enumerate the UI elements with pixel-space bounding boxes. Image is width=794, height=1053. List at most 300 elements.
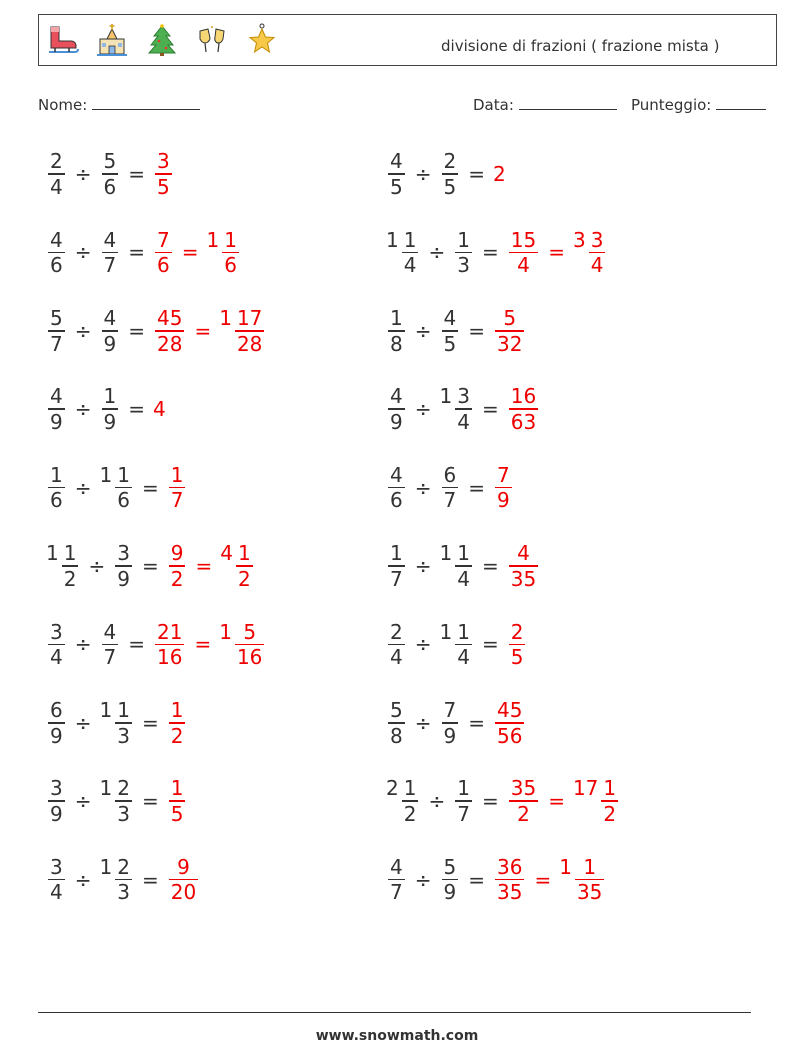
score-field bbox=[631, 95, 766, 114]
numerator: 3 bbox=[50, 776, 63, 801]
score-line bbox=[716, 95, 766, 110]
denominator: 20 bbox=[170, 880, 197, 905]
answer bbox=[207, 228, 241, 278]
date-label: Data: bbox=[473, 96, 514, 114]
answer bbox=[153, 149, 174, 199]
fraction bbox=[48, 620, 65, 670]
whole-part: 1 bbox=[206, 227, 220, 252]
denominator: 6 bbox=[157, 253, 170, 278]
answer-equals-sign: = bbox=[534, 867, 552, 892]
name-field bbox=[38, 95, 200, 114]
denominator: 5 bbox=[390, 174, 403, 199]
divide-sign: ÷ bbox=[428, 789, 446, 814]
denominator: 6 bbox=[224, 253, 237, 278]
answer bbox=[493, 306, 526, 356]
answer bbox=[507, 228, 540, 278]
divide-sign: ÷ bbox=[414, 162, 432, 186]
answer bbox=[220, 541, 254, 591]
denominator: 6 bbox=[50, 253, 63, 278]
denominator: 35 bbox=[497, 880, 523, 905]
whole-part: 1 bbox=[386, 227, 399, 252]
footer-url: www.snowmath.com bbox=[315, 1028, 479, 1044]
champagne-glasses-icon bbox=[195, 23, 229, 57]
equals-sign: = bbox=[481, 240, 499, 265]
equals-sign: = bbox=[481, 554, 499, 578]
ice-skate-icon bbox=[45, 23, 79, 57]
date-field bbox=[473, 95, 617, 114]
divide-sign: ÷ bbox=[74, 867, 92, 892]
fraction bbox=[495, 698, 524, 748]
fraction bbox=[102, 306, 119, 356]
equals-sign: = bbox=[128, 318, 145, 343]
denominator: 6 bbox=[117, 488, 130, 513]
numerator: 4 bbox=[103, 306, 117, 331]
numerator: 1 bbox=[50, 462, 63, 487]
divide-sign: ÷ bbox=[74, 632, 92, 657]
whole-part: 1 bbox=[219, 306, 232, 331]
fraction bbox=[388, 855, 405, 905]
numerator: 4 bbox=[103, 227, 117, 252]
mixed-number bbox=[46, 228, 67, 278]
denominator: 5 bbox=[443, 331, 457, 356]
equals-sign: = bbox=[468, 318, 485, 343]
numerator: 4 bbox=[103, 619, 117, 644]
fraction bbox=[115, 698, 132, 748]
denominator: 4 bbox=[403, 253, 417, 278]
denominator: 7 bbox=[50, 331, 63, 356]
mixed-number bbox=[386, 463, 407, 513]
problem-item bbox=[46, 771, 187, 831]
denominator: 4 bbox=[390, 645, 403, 670]
numerator: 1 bbox=[457, 776, 470, 801]
worksheet-title: divisione di frazioni ( frazione mista ) bbox=[441, 37, 720, 55]
numerator: 1 bbox=[457, 227, 470, 252]
answer-equals-sign: = bbox=[194, 318, 212, 343]
fraction bbox=[102, 149, 119, 199]
denominator: 2 bbox=[237, 566, 251, 591]
fraction bbox=[495, 306, 524, 356]
fraction bbox=[169, 855, 198, 905]
mixed-number bbox=[440, 855, 461, 905]
denominator: 2 bbox=[63, 566, 77, 591]
mixed-number bbox=[100, 228, 121, 278]
numerator: 1 bbox=[103, 384, 117, 409]
denominator: 9 bbox=[103, 331, 117, 356]
numerator: 4 bbox=[390, 384, 403, 409]
denominator: 6 bbox=[50, 488, 63, 513]
numerator: 3 bbox=[50, 854, 63, 879]
equals-sign: = bbox=[468, 710, 485, 735]
fraction bbox=[222, 228, 239, 278]
answer bbox=[573, 776, 620, 826]
fraction bbox=[388, 698, 405, 748]
fraction bbox=[102, 384, 119, 434]
fraction bbox=[388, 384, 405, 434]
denominator: 5 bbox=[157, 174, 170, 199]
fraction bbox=[155, 306, 184, 356]
denominator: 7 bbox=[390, 566, 403, 591]
numerator: 7 bbox=[157, 227, 170, 252]
numerator: 4 bbox=[390, 462, 403, 487]
mixed-number bbox=[46, 698, 67, 748]
footer-divider bbox=[38, 1012, 751, 1013]
mixed-number bbox=[440, 620, 474, 670]
mixed-number bbox=[386, 698, 407, 748]
fraction bbox=[495, 463, 512, 513]
mixed-number bbox=[386, 541, 407, 591]
divide-sign: ÷ bbox=[414, 710, 432, 735]
numerator: 1 bbox=[170, 462, 184, 487]
name-line bbox=[92, 95, 200, 110]
mixed-number bbox=[440, 384, 474, 434]
answer bbox=[167, 698, 188, 748]
denominator: 9 bbox=[50, 409, 63, 434]
numerator: 2 bbox=[117, 854, 130, 879]
denominator: 56 bbox=[497, 723, 523, 748]
numerator: 2 bbox=[443, 149, 457, 174]
numerator: 1 bbox=[390, 306, 403, 331]
mixed-number bbox=[46, 149, 67, 199]
denominator: 28 bbox=[236, 331, 263, 356]
whole-part: 1 bbox=[99, 776, 113, 801]
mixed-number bbox=[100, 620, 121, 670]
fraction bbox=[455, 541, 472, 591]
denominator: 9 bbox=[390, 409, 403, 434]
denominator: 9 bbox=[443, 723, 457, 748]
fraction bbox=[388, 620, 405, 670]
whole-part: 4 bbox=[153, 397, 166, 422]
whole-part: 1 bbox=[439, 541, 453, 566]
denominator: 7 bbox=[443, 488, 457, 513]
denominator: 2 bbox=[603, 801, 617, 826]
divide-sign: ÷ bbox=[414, 397, 432, 422]
mixed-number bbox=[386, 228, 420, 278]
equals-sign: = bbox=[128, 397, 145, 422]
problem-item bbox=[386, 614, 527, 674]
problem-item bbox=[46, 458, 187, 518]
mixed-number bbox=[46, 384, 67, 434]
mixed-number bbox=[440, 306, 461, 356]
mixed-number bbox=[386, 306, 407, 356]
denominator: 8 bbox=[390, 331, 403, 356]
divide-sign: ÷ bbox=[74, 397, 92, 422]
mixed-number bbox=[440, 463, 461, 513]
denominator: 4 bbox=[50, 174, 63, 199]
score-label: Punteggio: bbox=[631, 96, 712, 114]
fraction bbox=[48, 149, 65, 199]
answer bbox=[507, 384, 540, 434]
answer bbox=[153, 306, 186, 356]
problem-item bbox=[46, 614, 266, 674]
fraction bbox=[388, 463, 405, 513]
divide-sign: ÷ bbox=[74, 710, 92, 735]
fraction bbox=[442, 855, 459, 905]
name-label: Nome: bbox=[38, 96, 88, 114]
numerator: 2 bbox=[390, 619, 403, 644]
fraction bbox=[442, 149, 459, 199]
whole-part: 1 bbox=[219, 619, 232, 644]
denominator: 3 bbox=[457, 253, 470, 278]
numerator: 35 bbox=[510, 776, 537, 801]
mixed-number bbox=[386, 776, 420, 826]
denominator: 4 bbox=[457, 409, 470, 434]
fraction bbox=[48, 228, 65, 278]
denominator: 4 bbox=[590, 253, 604, 278]
fraction bbox=[155, 228, 172, 278]
fraction bbox=[102, 228, 119, 278]
numerator: 4 bbox=[50, 384, 63, 409]
whole-part: 1 bbox=[439, 384, 453, 409]
mixed-number bbox=[100, 776, 134, 826]
whole-part: 2 bbox=[493, 162, 506, 186]
mixed-number bbox=[100, 306, 121, 356]
problem-item bbox=[46, 144, 174, 204]
denominator: 16 bbox=[157, 645, 183, 670]
mixed-number bbox=[46, 776, 67, 826]
fraction bbox=[48, 698, 65, 748]
answer-equals-sign: = bbox=[181, 240, 199, 265]
denominator: 4 bbox=[517, 253, 530, 278]
problem-item bbox=[386, 301, 526, 361]
whole-part: 2 bbox=[386, 776, 399, 801]
denominator: 32 bbox=[497, 331, 523, 356]
numerator: 17 bbox=[236, 306, 263, 331]
numerator: 3 bbox=[457, 384, 470, 409]
numerator: 4 bbox=[390, 149, 403, 174]
answer bbox=[493, 855, 526, 905]
mixed-number bbox=[440, 149, 461, 199]
mixed-number bbox=[386, 620, 407, 670]
fraction bbox=[442, 698, 459, 748]
problem-item bbox=[386, 693, 526, 753]
whole-part: 1 bbox=[99, 462, 113, 487]
equals-sign: = bbox=[128, 162, 145, 186]
numerator: 3 bbox=[157, 149, 170, 174]
mixed-number bbox=[46, 541, 80, 591]
answer bbox=[167, 776, 188, 826]
fraction bbox=[48, 463, 65, 513]
fraction bbox=[495, 855, 524, 905]
numerator: 6 bbox=[50, 698, 63, 723]
fraction bbox=[455, 228, 472, 278]
numerator: 1 bbox=[237, 541, 251, 566]
divide-sign: ÷ bbox=[414, 318, 432, 343]
answer bbox=[167, 855, 200, 905]
mixed-number bbox=[100, 698, 134, 748]
numerator: 3 bbox=[117, 541, 130, 566]
numerator: 5 bbox=[50, 306, 63, 331]
denominator: 4 bbox=[457, 645, 470, 670]
problem-item bbox=[386, 379, 540, 439]
denominator: 4 bbox=[50, 645, 63, 670]
numerator: 5 bbox=[243, 619, 257, 644]
fraction bbox=[601, 776, 618, 826]
equals-sign: = bbox=[128, 632, 145, 657]
numerator: 3 bbox=[50, 619, 63, 644]
divide-sign: ÷ bbox=[428, 240, 446, 265]
numerator: 1 bbox=[403, 227, 417, 252]
fraction bbox=[235, 306, 264, 356]
fraction bbox=[115, 463, 132, 513]
fraction bbox=[388, 306, 405, 356]
whole-part: 1 bbox=[99, 698, 113, 723]
numerator: 1 bbox=[390, 541, 403, 566]
problem-item bbox=[46, 301, 266, 361]
mixed-number bbox=[100, 855, 134, 905]
numerator: 4 bbox=[517, 541, 530, 566]
denominator: 7 bbox=[390, 880, 403, 905]
fraction bbox=[155, 620, 184, 670]
denominator: 7 bbox=[170, 488, 184, 513]
whole-part: 1 bbox=[559, 854, 572, 879]
equals-sign: = bbox=[141, 710, 159, 735]
fraction bbox=[48, 306, 65, 356]
numerator: 7 bbox=[497, 462, 510, 487]
denominator: 4 bbox=[50, 880, 63, 905]
mixed-number bbox=[100, 463, 134, 513]
christmas-tree-icon bbox=[145, 23, 179, 57]
fraction bbox=[575, 855, 604, 905]
numerator: 21 bbox=[157, 619, 183, 644]
answer-equals-sign: = bbox=[194, 632, 212, 657]
numerator: 45 bbox=[497, 698, 523, 723]
fraction bbox=[169, 776, 186, 826]
equals-sign: = bbox=[468, 867, 485, 892]
mixed-number bbox=[440, 541, 474, 591]
denominator: 9 bbox=[50, 801, 63, 826]
divide-sign: ÷ bbox=[74, 162, 92, 186]
answer-equals-sign: = bbox=[195, 554, 213, 578]
date-line bbox=[519, 95, 617, 110]
equals-sign: = bbox=[128, 240, 145, 265]
denominator: 16 bbox=[236, 645, 263, 670]
numerator: 2 bbox=[117, 776, 130, 801]
answer bbox=[153, 397, 167, 421]
mixed-number bbox=[386, 149, 407, 199]
fraction bbox=[388, 541, 405, 591]
denominator: 9 bbox=[50, 723, 63, 748]
denominator: 3 bbox=[117, 801, 130, 826]
numerator: 1 bbox=[170, 698, 184, 723]
denominator: 2 bbox=[170, 723, 184, 748]
numerator: 1 bbox=[117, 698, 130, 723]
whole-part: 1 bbox=[46, 541, 59, 566]
denominator: 63 bbox=[510, 409, 537, 434]
answer-equals-sign: = bbox=[548, 789, 565, 814]
answer bbox=[493, 162, 507, 186]
divide-sign: ÷ bbox=[74, 240, 92, 265]
fraction bbox=[509, 620, 526, 670]
denominator: 5 bbox=[443, 174, 457, 199]
equals-sign: = bbox=[141, 475, 159, 500]
problem-item bbox=[46, 222, 241, 282]
fraction bbox=[442, 463, 459, 513]
fraction bbox=[115, 776, 132, 826]
fraction bbox=[169, 698, 186, 748]
mixed-number bbox=[386, 384, 407, 434]
header-icons bbox=[45, 23, 279, 57]
divide-sign: ÷ bbox=[74, 789, 92, 814]
mixed-number bbox=[100, 149, 121, 199]
denominator: 28 bbox=[157, 331, 183, 356]
denominator: 5 bbox=[510, 645, 524, 670]
equals-sign: = bbox=[481, 789, 499, 814]
denominator: 2 bbox=[170, 566, 184, 591]
numerator: 5 bbox=[103, 149, 117, 174]
mixed-number bbox=[440, 698, 461, 748]
mixed-number bbox=[113, 541, 134, 591]
numerator: 5 bbox=[390, 698, 403, 723]
denominator: 7 bbox=[103, 253, 117, 278]
denominator: 7 bbox=[457, 801, 470, 826]
divide-sign: ÷ bbox=[414, 867, 432, 892]
denominator: 5 bbox=[170, 801, 184, 826]
church-icon bbox=[95, 23, 129, 57]
denominator: 6 bbox=[390, 488, 403, 513]
whole-part: 4 bbox=[220, 541, 233, 566]
denominator: 7 bbox=[103, 645, 117, 670]
mixed-number bbox=[100, 384, 121, 434]
answer bbox=[167, 541, 188, 591]
numerator: 9 bbox=[170, 541, 184, 566]
problem-item bbox=[386, 144, 507, 204]
denominator: 2 bbox=[403, 801, 417, 826]
fraction bbox=[388, 149, 405, 199]
fraction bbox=[509, 776, 538, 826]
numerator: 4 bbox=[390, 854, 403, 879]
fraction bbox=[455, 776, 472, 826]
denominator: 9 bbox=[443, 880, 457, 905]
equals-sign: = bbox=[481, 632, 499, 657]
numerator: 1 bbox=[457, 619, 470, 644]
numerator: 1 bbox=[170, 776, 184, 801]
denominator: 4 bbox=[457, 566, 470, 591]
answer bbox=[493, 463, 514, 513]
denominator: 6 bbox=[103, 174, 117, 199]
numerator: 4 bbox=[50, 227, 63, 252]
answer bbox=[507, 620, 528, 670]
divide-sign: ÷ bbox=[88, 554, 106, 578]
denominator: 35 bbox=[576, 880, 603, 905]
numerator: 5 bbox=[503, 306, 517, 331]
fraction bbox=[235, 620, 264, 670]
numerator: 36 bbox=[497, 854, 523, 879]
numerator: 1 bbox=[403, 776, 417, 801]
fraction bbox=[115, 855, 132, 905]
fraction bbox=[589, 228, 606, 278]
answer bbox=[219, 306, 266, 356]
answer bbox=[153, 620, 186, 670]
divide-sign: ÷ bbox=[414, 632, 432, 657]
worksheet-header bbox=[38, 14, 777, 66]
answer bbox=[167, 463, 188, 513]
fraction bbox=[155, 149, 172, 199]
equals-sign: = bbox=[468, 475, 485, 500]
answer-equals-sign: = bbox=[548, 240, 565, 265]
denominator: 9 bbox=[103, 409, 117, 434]
answer bbox=[493, 698, 526, 748]
mixed-number bbox=[453, 776, 474, 826]
denominator: 9 bbox=[117, 566, 130, 591]
numerator: 15 bbox=[510, 227, 537, 252]
divide-sign: ÷ bbox=[74, 475, 92, 500]
numerator: 1 bbox=[117, 462, 130, 487]
denominator: 9 bbox=[497, 488, 510, 513]
whole-part: 1 bbox=[439, 619, 453, 644]
answer bbox=[573, 228, 607, 278]
whole-part: 17 bbox=[572, 776, 599, 801]
fraction bbox=[236, 541, 253, 591]
